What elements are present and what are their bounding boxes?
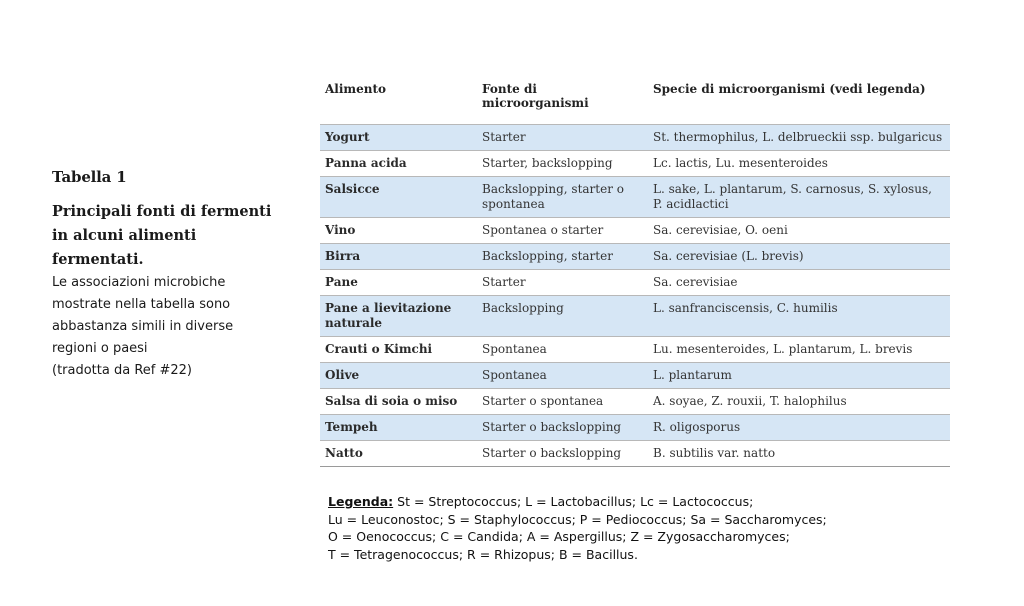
- header-source: Fonte di microorganismi: [477, 78, 648, 125]
- table-row: [320, 296, 950, 337]
- header-species: Specie di microorganismi (vedi legenda): [648, 78, 950, 125]
- cell-species: B. subtilis var. natto: [648, 441, 950, 467]
- cell-source: Spontanea o starter: [477, 218, 648, 244]
- legend-line: O = Oenococcus; C = Candida; A = Aspergillus; Z = Zygosaccharomyces;: [328, 529, 790, 544]
- cell-food: Vino: [320, 218, 477, 244]
- table-row: [320, 177, 950, 218]
- caption-body-line: Le associazioni microbiche: [52, 275, 226, 290]
- cell-food: Crauti o Kimchi: [320, 337, 477, 363]
- caption-body-line: regioni o paesi: [52, 341, 148, 356]
- cell-species: Sa. cerevisiae (L. brevis): [648, 244, 950, 270]
- table-body: [320, 125, 950, 467]
- legend-line: Lu = Leuconostoc; S = Staphylococcus; P = Pediococcus; Sa = Saccharomyces;: [328, 511, 827, 527]
- cell-species: L. sanfranciscensis, C. humilis: [648, 296, 950, 337]
- table-caption: [52, 168, 292, 382]
- ferments-table: [320, 78, 950, 467]
- ferments-table-container: [320, 78, 950, 467]
- caption-body-line: (tradotta da Ref #22): [52, 363, 192, 378]
- cell-species: Sa. cerevisiae: [648, 270, 950, 296]
- table-row: [320, 441, 950, 467]
- cell-food: Panna acida: [320, 151, 477, 177]
- table-row: [320, 218, 950, 244]
- cell-food: Salsicce: [320, 177, 477, 218]
- cell-species: L. sake, L. plantarum, S. carnosus, S. xylosus, P. acidlactici: [648, 177, 950, 218]
- cell-food: Olive: [320, 363, 477, 389]
- cell-food: Tempeh: [320, 415, 477, 441]
- caption-body-line: abbastanza simili in diverse: [52, 319, 234, 334]
- caption-title: Tabella 1: [52, 168, 127, 186]
- cell-food: Pane a lievitazione naturale: [320, 296, 477, 337]
- cell-source: Starter o backslopping: [477, 441, 648, 467]
- cell-source: Backslopping, starter o spontanea: [477, 177, 648, 218]
- table-row: [320, 270, 950, 296]
- cell-source: Starter o spontanea: [477, 389, 648, 415]
- table-row: [320, 151, 950, 177]
- legend-label: Legenda:: [328, 494, 394, 509]
- cell-source: Starter: [477, 125, 648, 151]
- table-row: [320, 125, 950, 151]
- table-row: [320, 363, 950, 389]
- cell-species: A. soyae, Z. rouxii, T. halophilus: [648, 389, 950, 415]
- legend: [328, 493, 928, 563]
- cell-food: Pane: [320, 270, 477, 296]
- table-row: [320, 415, 950, 441]
- table-header-row: [320, 78, 950, 125]
- table-row: [320, 389, 950, 415]
- cell-species: L. plantarum: [648, 363, 950, 389]
- table-row: [320, 337, 950, 363]
- cell-food: Yogurt: [320, 125, 477, 151]
- cell-species: Sa. cerevisiae, O. oeni: [648, 218, 950, 244]
- caption-subtitle-line-1: Principali fonti di fermenti: [52, 203, 272, 220]
- legend-line: St = Streptococcus; L = Lactobacillus; Lc = Lactococcus;: [393, 494, 754, 509]
- cell-source: Backslopping, starter: [477, 244, 648, 270]
- cell-species: Lu. mesenteroides, L. plantarum, L. brevis: [648, 337, 950, 363]
- cell-source: Spontanea: [477, 337, 648, 363]
- cell-food: Natto: [320, 441, 477, 467]
- caption-body-line: mostrate nella tabella sono: [52, 297, 231, 312]
- cell-food: Salsa di soia o miso: [320, 389, 477, 415]
- cell-source: Backslopping: [477, 296, 648, 337]
- cell-food: Birra: [320, 244, 477, 270]
- caption-subtitle-line-2: in alcuni alimenti fermentati.: [52, 227, 197, 268]
- cell-source: Starter: [477, 270, 648, 296]
- cell-species: Lc. lactis, Lu. mesenteroides: [648, 151, 950, 177]
- caption-body: [52, 272, 292, 382]
- table-row: [320, 244, 950, 270]
- cell-species: R. oligosporus: [648, 415, 950, 441]
- cell-source: Spontanea: [477, 363, 648, 389]
- cell-species: St. thermophilus, L. delbrueckii ssp. bulgaricus: [648, 125, 950, 151]
- cell-source: Starter, backslopping: [477, 151, 648, 177]
- legend-line: T = Tetragenococcus; R = Rhizopus; B = Bacillus.: [328, 546, 638, 562]
- caption-subtitle: [52, 200, 292, 272]
- header-food: Alimento: [320, 78, 477, 125]
- cell-source: Starter o backslopping: [477, 415, 648, 441]
